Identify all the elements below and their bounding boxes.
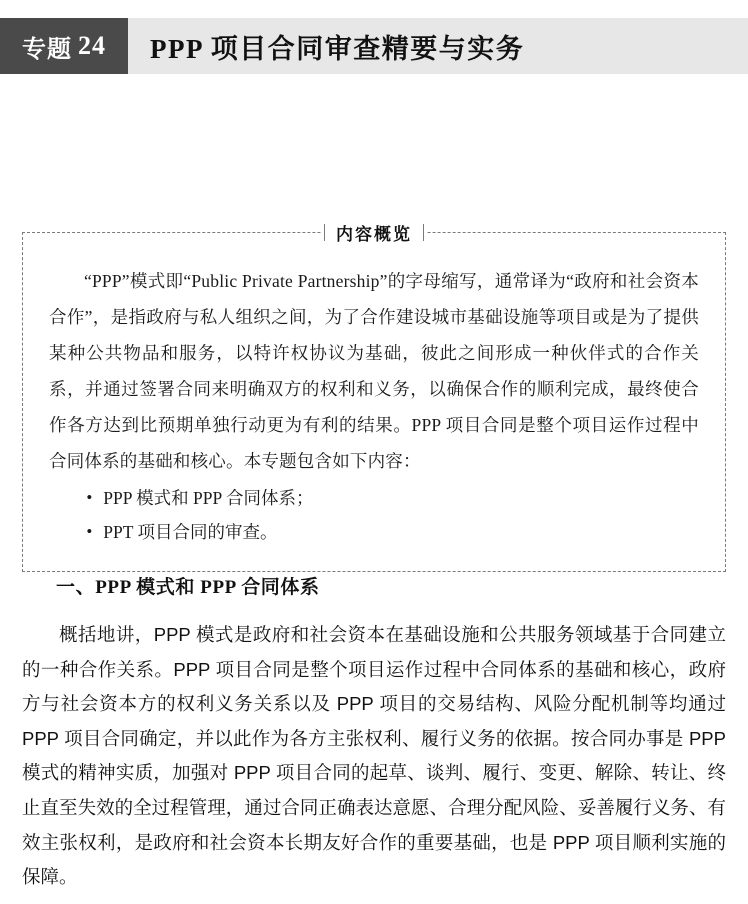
overview-legend: 内容概览 — [322, 220, 426, 245]
section-heading: 一、PPP 模式和 PPP 合同体系 — [56, 577, 320, 598]
section-paragraph: 概括地讲，PPP 模式是政府和社会资本在基础设施和公共服务领域基于合同建立的一种合作关系。PPP 项目合同是整个项目运作过程中合同体系的基础和核心，政府方与社会资本方的权利义务关系以及 PPP 项目的交易结构、风险分配机制等均通过 PPP 项目合同确定，并以此作为各方主张权利、履行义务的依据。按合同办事是 PPP 模式的精神实质，加强对 PPP 项目合同的起草、谈判、履行、变更、解除、转让、终止直至失效的全过程管理，通过合同正确表达意愿、合理分配风险、妥善履行义务、有效主张权利，是政府和社会资本长期友好合作的重要基础，也是 PPP 项目顺利实施的保障。 — [22, 624, 726, 888]
list-item: • PPP 模式和 PPP 合同体系； — [49, 481, 699, 515]
topic-label: 专题 — [22, 36, 72, 63]
page-title: PPP 项目合同审查精要与实务 — [150, 33, 525, 64]
overview-box — [22, 225, 726, 572]
topic-badge — [0, 18, 128, 74]
topic-number: 24 — [78, 31, 106, 60]
overview-section — [22, 225, 726, 572]
overview-paragraph: “PPP”模式即“Public Private Partnership”的字母缩写，通常译为“政府和社会资本合作”，是指政府与私人组织之间，为了合作建设城市基础设施等项目或是为了提供某种公共物品和服务，以特许权协议为基础，彼此之间形成一种伙伴式的合作关系，并通过签署合同来明确双方的权利和义务，以确保合作的顺利完成，最终使合作各方达到比预期单独行动更为有利的结果。PPP 项目合同是整个项目运作过程中合同体系的基础和核心。本专题包含如下内容： — [49, 271, 699, 471]
list-item: • PPT 项目合同的审查。 — [49, 515, 699, 549]
overview-bullet-list — [49, 481, 699, 549]
page-header — [0, 18, 748, 74]
